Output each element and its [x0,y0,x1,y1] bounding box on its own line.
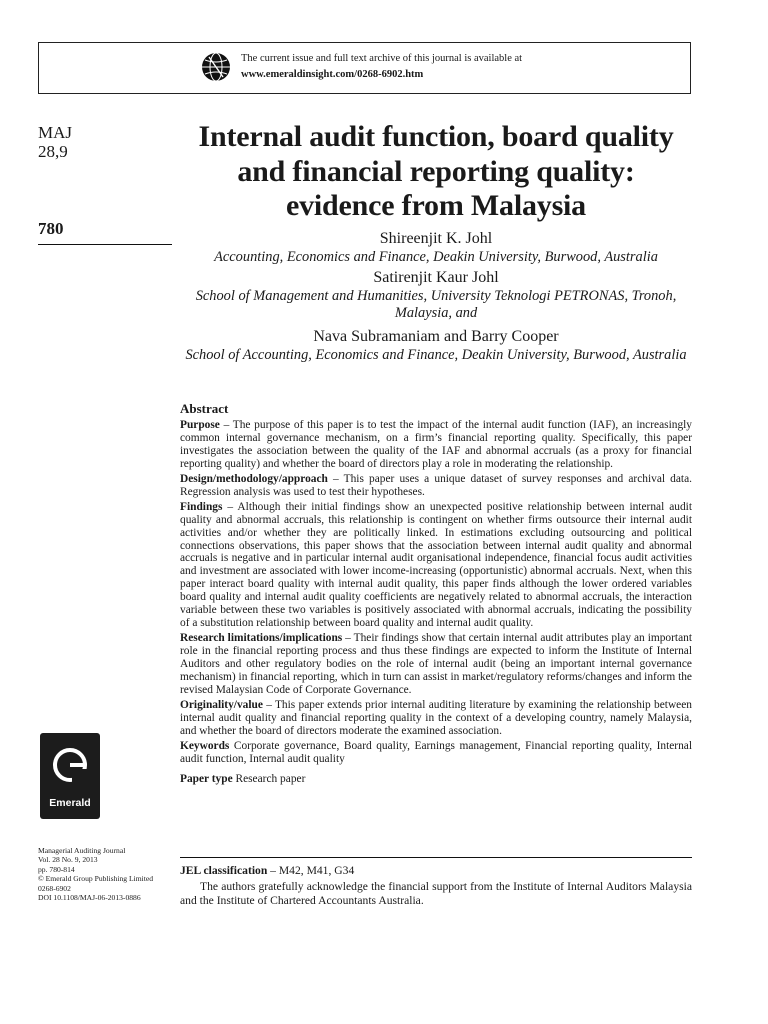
acknowledgement: The authors gratefully acknowledge the financial support from the Institute of Internal Auditors Malaysia and the Institute of Chartered Accountants Australia. [180,880,692,907]
copyright: © Emerald Group Publishing Limited [38,874,154,884]
abstract-keywords [180,740,692,766]
jel-classification [180,864,692,878]
section-text: Corporate governance, Board quality, Earnings management, Financial reporting quality, Internal audit function, Internal audit quality [180,739,692,765]
abstract-originality [180,699,692,738]
abstract-findings [180,501,692,631]
section-text: – The purpose of this paper is to test the impact of the internal audit function (IAF), an increasingly common internal governance mechanism, on a firm’s financial reporting quality. Specifically, this paper investigates the association between the quality of the IAF and abnormal accruals (as a proxy for financial reporting quality) and whether the board of directors play a role in moderating the relationship. [180,418,692,470]
journal-archive-banner [38,42,691,94]
volume-info: Vol. 28 No. 9, 2013 [38,855,98,865]
emerald-e-icon [50,741,90,793]
section-label: Research limitations/implications [180,632,343,645]
jel-value: – M42, M41, G34 [267,864,355,877]
margin-divider [38,244,172,245]
author-affiliation: Accounting, Economics and Finance, Deakin University, Burwood, Australia [214,249,658,265]
section-label: Originality/value [180,698,263,711]
logo-label: Emerald [49,797,91,809]
section-label: Design/methodology/approach [180,472,328,485]
section-text: – This paper uses a unique dataset of survey responses and archival data. Regression analysis was used to test their hypotheses. [180,472,692,498]
paper-type [180,773,692,786]
section-label: Paper type [180,772,233,785]
volume-issue: 28,9 [38,142,68,161]
issn: 0268-6902 [38,883,71,893]
abstract-design [180,473,692,499]
journal-abbrev: MAJ [38,123,73,142]
section-label: Findings [180,500,223,513]
globe-icon [201,52,231,82]
emerald-logo [40,733,100,819]
jel-label: JEL classification [180,864,268,877]
jel-divider [180,857,692,858]
page-number: 780 [38,219,64,238]
section-text: – This paper extends prior internal auditing literature by examining the relationship between internal audit quality and financial reporting quality in the context of a developing country, namely Malaysia, and whether the board of directors moderate the examined association. [180,698,692,737]
banner-url-link[interactable]: www.emeraldinsight.com/0268-6902.htm [241,69,424,80]
section-text: Research paper [232,772,306,785]
abstract-heading: Abstract [180,401,229,416]
abstract-limitations [180,632,692,697]
author-name: Nava Subramaniam and Barry Cooper [313,328,559,345]
author-affiliation: School of Management and Humanities, University Teknologi PETRONAS, Tronoh, Malaysia, and [195,288,677,321]
page-range: pp. 780-814 [38,864,75,874]
doi-link[interactable]: DOI 10.1108/MAJ-06-2013-0886 [38,893,141,903]
journal-name: Managerial Auditing Journal [38,846,126,855]
banner-text: The current issue and full text archive of this journal is available at [241,53,523,64]
author-name: Satirenjit Kaur Johl [373,269,499,286]
author-affiliation: School of Accounting, Economics and Finance, Deakin University, Burwood, Australia [185,347,687,363]
abstract [180,403,692,788]
author-name: Shireenjit K. Johl [379,230,493,247]
abstract-purpose [180,419,692,471]
section-label: Purpose [180,418,220,431]
section-label: Keywords [180,739,230,752]
article-title: Internal audit function, board quality and financial reporting quality: evidence from Malaysia [198,120,674,222]
author-block [180,229,692,364]
section-text: – Their findings show that certain internal audit attributes play an important role in the financial reporting process and thus these findings are expected to inform the Institute of Internal Auditors and other regulatory bodies on the role of internal audit (being an important internal governance mechanism) in financial reporting, which in turn can assist in market/regulatory reforms/changes and inform the revised Malaysian Code of Corporate Governance. [180,632,692,697]
section-text: – Although their initial findings show an unexpected positive relationship between internal audit quality and abnormal accruals, this relationship is contingent on whether firms outsource their internal audit activities and/or whether they are politically linked. In estimations excluding outsourcing and political connections observations, this paper shows that the association between internal audit quality and abnormal accruals is negative and in particular internal audit organisational independence, financial focus audit activities and investment are associated with lower income-increasing (opportunistic) abnormal accruals. Next, when this paper interact board quality with internal audit quality, this paper finds although the lower ordered variables board quality and internal audit quality coefficients are negatively related to abnormal accruals, the interaction variable between these two variables is positively associated with abnormal accruals, indicating the possibility of a substitution relationship between board quality and internal audit quality. [180,500,692,630]
journal-code [38,123,72,161]
publication-info [38,846,178,902]
